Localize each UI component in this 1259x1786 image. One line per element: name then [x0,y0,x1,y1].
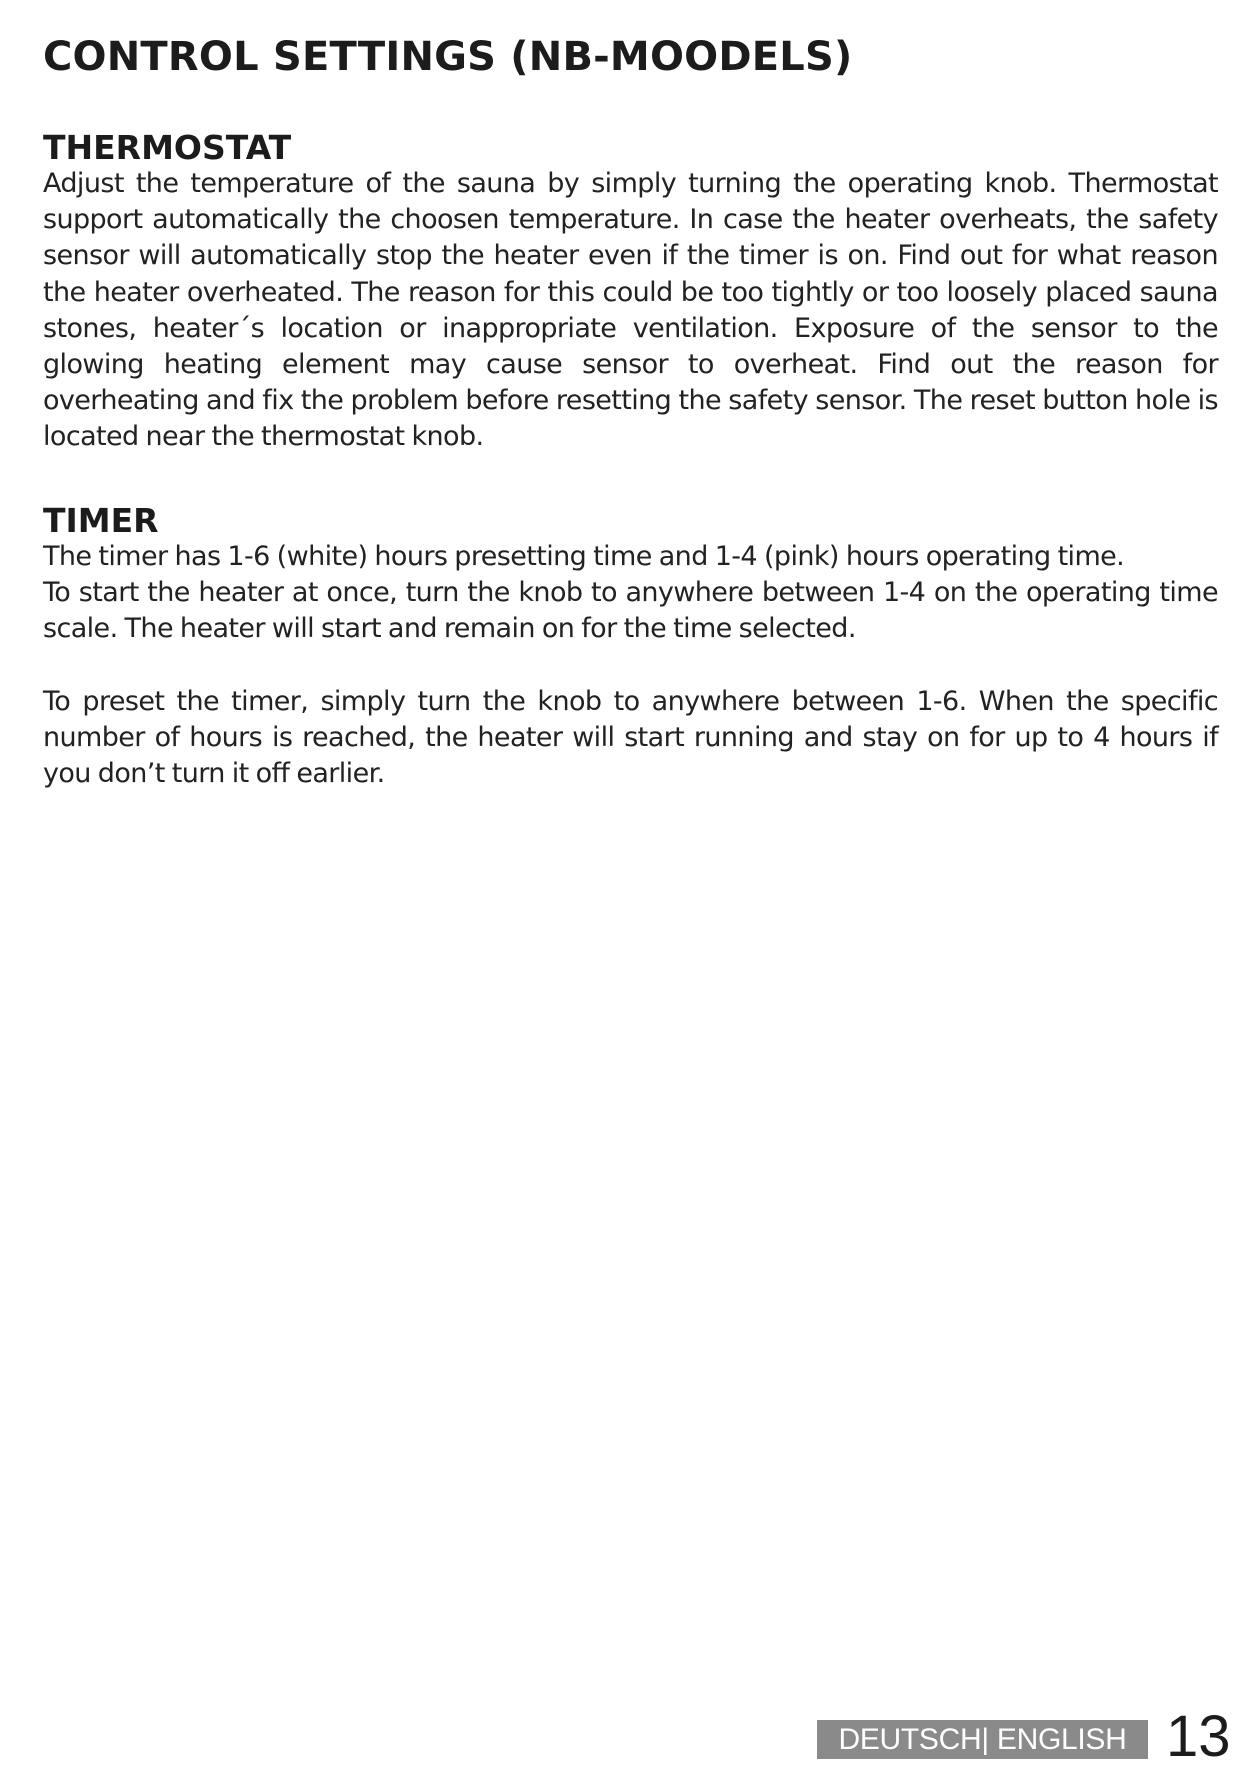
timer-paragraph-3: To preset the timer, simply turn the knob to anywhere between 1-6. When the specific number of hours is reached, the heater will start running and stay on for up to 4 hours if you don’t turn it off earlier. [43,686,1218,790]
section-heading-timer: TIMER [43,501,159,540]
section-heading-thermostat: THERMOSTAT [43,128,292,167]
timer-paragraph-2: To start the heater at once, turn the knob to anywhere between 1-4 on the operating time scale. The heater will start and remain on for the time selected. [43,577,1218,645]
thermostat-paragraph: Adjust the temperature of the sauna by simply turning the operating knob. Thermostat support automatically the choosen temperature. In case the heater overheats, the safety sensor will automatically stop the heater even if the timer is on. Find out for what reason the heater overheated. The reason for this could be too tightly or too loosely placed sauna stones, heater´s location or inappropriate ventilation. Exposure of the sensor to the glowing heating element may cause sensor to overheat. Find out the reason for overheating and fix the problem before resetting the safety sensor. The reset button hole is located near the thermostat knob. [43,168,1218,453]
page-title: CONTROL SETTINGS (NB-MOODELS) [43,34,853,80]
page-number: 13 [1166,1704,1231,1769]
language-label: DEUTSCH| ENGLISH [817,1720,1148,1759]
timer-paragraph-1: The timer has 1-6 (white) hours presetting time and 1-4 (pink) hours operating time. [43,541,1125,572]
